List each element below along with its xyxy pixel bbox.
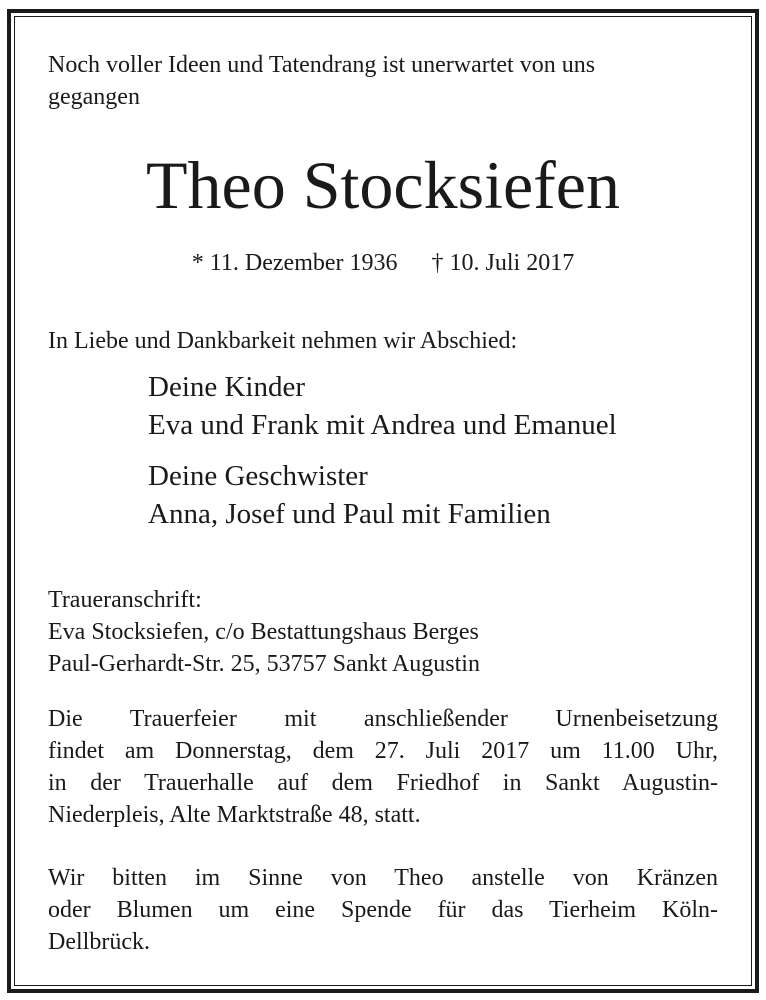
life-dates [0, 247, 766, 279]
intro-line-2: gegangen [48, 84, 140, 110]
ceremony-line-3: in der Trauerhalle auf dem Friedhof in Sankt Augustin- [48, 770, 718, 796]
donation-line-2: oder Blumen um eine Spende für das Tierheim Köln- [48, 897, 718, 923]
ceremony-info [48, 703, 718, 831]
birth-date: * 11. Dezember 1936 [191, 250, 398, 276]
mourner-relation: Deine Kinder [148, 371, 306, 403]
mourner-names: Eva und Frank mit Andrea und Emanuel [148, 409, 617, 441]
intro-text [48, 49, 718, 113]
mourning-address [48, 584, 718, 680]
mourner-group-siblings [148, 457, 748, 533]
mourner-relation: Deine Geschwister [148, 460, 368, 492]
ceremony-line-1: Die Trauerfeier mit anschließender Urnenbeisetzung [48, 706, 718, 732]
mourner-names: Anna, Josef und Paul mit Familien [148, 498, 551, 530]
intro-line-1: Noch voller Ideen und Tatendrang ist unerwartet von uns [48, 52, 596, 78]
donation-request [48, 862, 718, 958]
address-label: Traueranschrift: [48, 587, 202, 613]
deceased-name: Theo Stocksiefen [146, 147, 620, 223]
address-line-1: Eva Stocksiefen, c/o Bestattungshaus Berges [48, 619, 479, 645]
ceremony-line-4: Niederpleis, Alte Marktstraße 48, statt. [48, 802, 421, 828]
mourner-group-children [148, 368, 748, 444]
address-line-2: Paul-Gerhardt-Str. 25, 53757 Sankt Augustin [48, 651, 480, 677]
donation-line-1: Wir bitten im Sinne von Theo anstelle von Kränzen [48, 865, 718, 891]
death-date: † 10. Juli 2017 [431, 250, 575, 276]
donation-line-3: Dellbrück. [48, 929, 150, 955]
farewell-text: In Liebe und Dankbarkeit nehmen wir Abschied: [48, 328, 518, 354]
ceremony-line-2: findet am Donnerstag, dem 27. Juli 2017 um 11.00 Uhr, [48, 738, 718, 764]
